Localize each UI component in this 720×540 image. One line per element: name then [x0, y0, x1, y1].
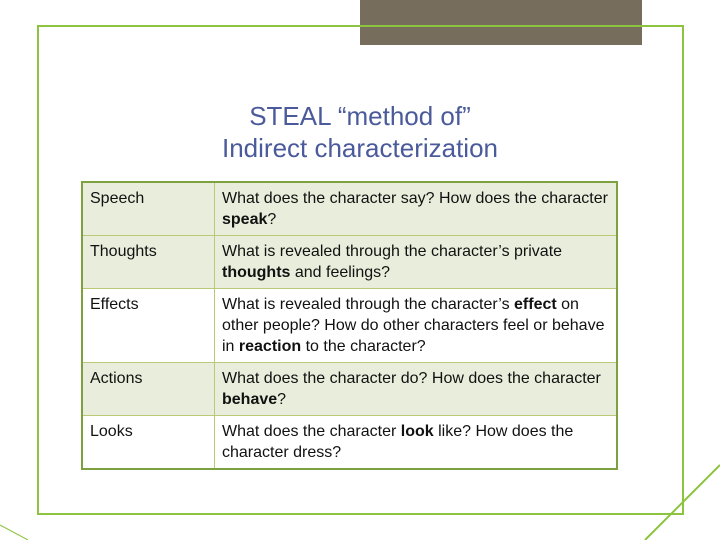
description-text: What does the character	[222, 423, 401, 440]
steal-table	[81, 181, 618, 470]
table-row	[82, 236, 617, 289]
description-text: What does the character do? How does the character	[222, 370, 601, 387]
description-text: What does the character say? How does the character	[222, 190, 608, 207]
title-line-2: Indirect characterization	[221, 133, 499, 163]
key-word: look	[400, 423, 434, 440]
description-cell	[215, 236, 618, 289]
term-cell: Actions	[82, 363, 215, 416]
description-text: on other people? How do other characters feel or behave in	[222, 296, 605, 355]
table-row	[82, 289, 617, 363]
title-line-1: STEAL “method of”	[249, 101, 471, 131]
description-cell	[215, 416, 618, 470]
description-text: What is revealed through the character’s	[222, 296, 515, 313]
description-text: like? How does the character dress?	[222, 423, 574, 461]
description-cell	[215, 182, 618, 236]
description-text: and feelings?	[290, 264, 391, 281]
description-text: What is revealed through the character’s private	[222, 243, 563, 260]
description-text: ?	[267, 211, 277, 228]
key-word: behave	[222, 391, 278, 408]
key-word: effect	[514, 296, 557, 313]
term-cell: Looks	[82, 416, 215, 470]
term-cell: Effects	[82, 289, 215, 363]
term-cell: Speech	[82, 182, 215, 236]
term-cell: Thoughts	[82, 236, 215, 289]
table-row	[82, 363, 617, 416]
description-text: ?	[277, 391, 287, 408]
description-cell	[215, 363, 618, 416]
table-row	[82, 182, 617, 236]
table-row	[82, 416, 617, 470]
slide-title	[110, 100, 610, 164]
key-word: thoughts	[222, 264, 291, 281]
key-word: reaction	[238, 338, 302, 355]
key-word: speak	[222, 211, 268, 228]
description-text: to the character?	[301, 338, 426, 355]
description-cell	[215, 289, 618, 363]
